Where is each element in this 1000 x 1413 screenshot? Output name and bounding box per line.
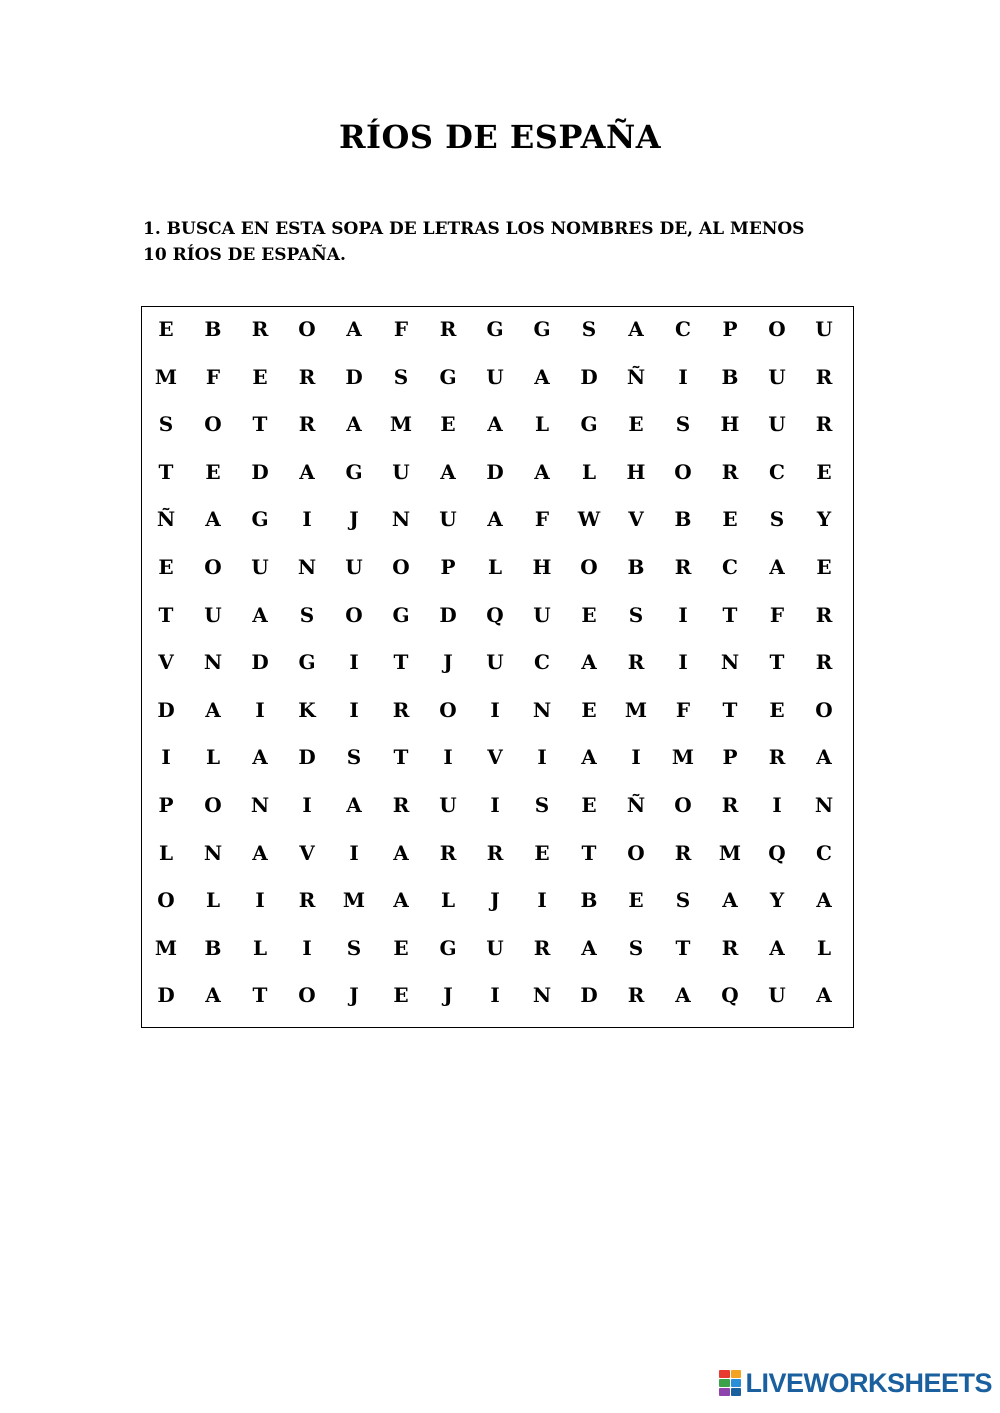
grid-cell[interactable]: R [721,793,739,817]
grid-cell[interactable]: D [486,459,504,484]
grid-cell[interactable]: U [204,602,222,627]
grid-cell[interactable]: T [769,650,785,675]
grid-cell[interactable]: I [772,793,782,817]
grid-cell[interactable]: N [532,983,552,1008]
grid-cell[interactable]: P [722,745,738,770]
grid-cell[interactable]: L [816,935,832,960]
grid-cell[interactable]: A [299,459,315,484]
grid-cell[interactable]: P [722,317,738,341]
grid-cell[interactable]: O [204,555,222,579]
instruction-line-2: 10 RÍOS DE ESPAÑA. [143,245,346,265]
grid-cell[interactable]: A [816,745,832,770]
grid-cell[interactable]: L [487,555,503,579]
grid-cell[interactable]: Q [768,840,786,865]
grid-cell[interactable]: G [439,935,457,960]
grid-cell[interactable]: V [299,840,315,865]
logo-square [719,1388,730,1396]
grid-cell[interactable]: A [769,555,785,579]
grid-cell[interactable]: T [393,650,409,675]
grid-cell[interactable]: O [627,840,645,865]
grid-cell[interactable]: Ñ [156,507,176,532]
grid-cell[interactable]: T [581,840,597,865]
grid-cell[interactable]: A [205,697,221,722]
grid-cell[interactable]: O [674,793,692,817]
grid-cell[interactable]: R [627,983,645,1008]
grid-cell[interactable]: E [393,935,409,960]
grid-cell[interactable]: S [393,364,409,389]
grid-cell[interactable]: K [298,697,316,722]
grid-row [142,547,853,587]
grid-cell[interactable]: Y [769,888,785,913]
grid-cell[interactable]: G [392,602,410,627]
page-title: RÍOS DE ESPAÑA [338,118,662,156]
grid-cell[interactable]: M [154,364,178,389]
grid-cell[interactable]: H [720,412,740,437]
grid-cell[interactable]: I [349,697,359,722]
grid-cell[interactable]: R [768,745,786,770]
grid-cell[interactable]: O [815,697,833,722]
grid-cell[interactable]: U [439,793,457,817]
grid-cell[interactable]: O [204,412,222,437]
grid-cell[interactable]: R [627,650,645,675]
grid-cell[interactable]: E [440,412,456,437]
instruction-text [143,216,863,268]
grid-cell[interactable]: E [205,459,221,484]
grid-cell[interactable]: S [299,602,315,627]
grid-cell[interactable]: I [443,745,453,770]
grid-cell[interactable]: R [721,935,739,960]
grid-cell[interactable]: I [678,650,688,675]
grid-cell[interactable]: V [158,650,174,675]
grid-cell[interactable]: R [815,602,833,627]
grid-cell[interactable]: A [252,602,268,627]
grid-cell[interactable]: R [298,888,316,913]
grid-cell[interactable]: O [345,602,363,627]
grid-cell[interactable]: T [158,459,174,484]
grid-cell[interactable]: Ñ [626,364,646,389]
grid-cell[interactable]: L [205,888,221,913]
grid-cell[interactable]: M [671,745,695,770]
logo-square [731,1379,742,1387]
grid-cell[interactable]: V [628,507,644,532]
grid-row [142,595,853,635]
grid-row [142,833,853,873]
grid-cell[interactable]: R [815,364,833,389]
grid-cell[interactable]: C [534,650,550,675]
grid-cell[interactable]: Q [721,983,739,1008]
grid-cell[interactable]: P [158,793,174,817]
grid-cell[interactable]: C [816,840,832,865]
grid-cell[interactable]: O [298,983,316,1008]
grid-cell[interactable]: U [345,555,363,579]
grid-cell[interactable]: F [769,602,785,627]
grid-cell[interactable]: A [205,507,221,532]
grid-cell[interactable]: A [816,983,832,1008]
grid-cell[interactable]: M [389,412,413,437]
grid-cell[interactable]: N [391,507,411,532]
logo-square [731,1388,742,1396]
grid-cell[interactable]: F [205,364,221,389]
grid-cell[interactable]: O [157,888,175,913]
grid-cell[interactable]: D [345,364,363,389]
grid-cell[interactable]: N [814,793,834,817]
grid-cell[interactable]: A [252,745,268,770]
grid-cell[interactable]: I [631,745,641,770]
grid-cell[interactable]: A [628,317,644,341]
grid-cell[interactable]: I [349,650,359,675]
grid-cell[interactable]: T [722,602,738,627]
grid-cell[interactable]: S [158,412,174,437]
grid-cell[interactable]: R [533,935,551,960]
logo-text: LIVEWORKSHEETS [745,1367,992,1398]
grid-cell[interactable]: C [769,459,785,484]
grid-cell[interactable]: R [439,840,457,865]
grid-cell[interactable]: H [532,555,552,579]
grid-cell[interactable]: E [722,507,738,532]
grid-cell[interactable]: S [675,888,691,913]
grid-cell[interactable]: U [392,459,410,484]
grid-cell[interactable]: J [443,983,453,1008]
grid-cell[interactable]: S [675,412,691,437]
grid-cell[interactable]: R [298,412,316,437]
grid-cell[interactable]: R [815,412,833,437]
grid-row [142,928,853,968]
grid-cell[interactable]: M [718,840,742,865]
grid-cell[interactable]: S [769,507,785,532]
grid-cell[interactable]: I [302,935,312,960]
grid-cell[interactable]: D [157,697,175,722]
grid-cell[interactable]: S [581,317,597,341]
grid-cell[interactable]: A [487,412,503,437]
grid-cell[interactable]: S [346,745,362,770]
grid-cell[interactable]: M [342,888,366,913]
grid-cell[interactable]: A [581,650,597,675]
grid-cell[interactable]: U [439,507,457,532]
grid-cell[interactable]: U [768,364,786,389]
grid-cell[interactable]: W [577,507,601,532]
grid-cell[interactable]: R [251,317,269,341]
grid-cell[interactable]: A [675,983,691,1008]
grid-cell[interactable]: Q [486,602,504,627]
grid-cell[interactable]: G [439,364,457,389]
grid-cell[interactable]: I [537,745,547,770]
grid-cell[interactable]: D [580,364,598,389]
grid-cell[interactable]: P [440,555,456,579]
grid-cell[interactable]: E [816,459,832,484]
grid-cell[interactable]: U [251,555,269,579]
grid-cell[interactable]: I [255,888,265,913]
grid-cell[interactable]: Y [816,507,832,532]
grid-cell[interactable]: A [487,507,503,532]
grid-cell[interactable]: E [534,840,550,865]
grid-row [142,737,853,777]
logo-square [719,1370,730,1378]
grid-cell[interactable]: D [439,602,457,627]
grid-cell[interactable]: I [490,983,500,1008]
grid-row [142,357,853,397]
grid-cell[interactable]: J [443,650,453,675]
grid-cell[interactable]: V [487,745,503,770]
grid-cell[interactable]: U [486,364,504,389]
grid-cell[interactable]: T [158,602,174,627]
grid-cell[interactable]: D [298,745,316,770]
grid-cell[interactable]: G [345,459,363,484]
grid-cell[interactable]: U [486,650,504,675]
grid-cell[interactable]: B [204,935,222,960]
grid-cell[interactable]: O [768,317,786,341]
grid-cell[interactable]: D [251,650,269,675]
grid-cell[interactable]: N [250,793,270,817]
grid-cell[interactable]: A [581,935,597,960]
grid-cell[interactable]: N [203,840,223,865]
grid-cell[interactable]: U [533,602,551,627]
grid-cell[interactable]: A [346,793,362,817]
grid-cell[interactable]: E [628,412,644,437]
grid-cell[interactable]: R [674,555,692,579]
grid-cell[interactable]: I [255,697,265,722]
grid-cell[interactable]: R [674,840,692,865]
grid-cell[interactable]: G [486,317,504,341]
grid-cell[interactable]: A [816,888,832,913]
grid-cell[interactable]: I [678,364,688,389]
grid-cell[interactable]: R [439,317,457,341]
grid-cell[interactable]: Ñ [626,793,646,817]
grid-row [142,690,853,730]
grid-cell[interactable]: L [440,888,456,913]
grid-cell[interactable]: I [302,507,312,532]
grid-cell[interactable]: L [581,459,597,484]
logo-square [731,1370,742,1378]
grid-cell[interactable]: S [628,935,644,960]
grid-cell[interactable]: A [534,459,550,484]
grid-cell[interactable]: I [537,888,547,913]
grid-cell[interactable]: B [674,507,692,532]
grid-cell[interactable]: A [252,840,268,865]
grid-cell[interactable]: L [158,840,174,865]
instruction-line-1: 1. BUSCA EN ESTA SOPA DE LETRAS LOS NOMBRES DE, AL MENOS [143,219,805,239]
grid-cell[interactable]: T [252,983,268,1008]
grid-cell[interactable]: U [768,412,786,437]
word-search-grid [141,306,854,1028]
grid-cell[interactable]: S [534,793,550,817]
grid-cell[interactable]: I [490,793,500,817]
grid-cell[interactable]: E [581,697,597,722]
grid-cell[interactable]: T [393,745,409,770]
grid-cell[interactable]: E [158,555,174,579]
grid-cell[interactable]: B [580,888,598,913]
grid-cell[interactable]: R [392,793,410,817]
grid-cell[interactable]: G [580,412,598,437]
grid-row [142,642,853,682]
grid-cell[interactable]: I [161,745,171,770]
grid-cell[interactable]: N [532,697,552,722]
grid-row [142,785,853,825]
logo-square [719,1379,730,1387]
grid-row [142,499,853,539]
grid-cell[interactable]: F [393,317,409,341]
grid-cell[interactable]: B [721,364,739,389]
grid-cell[interactable]: S [346,935,362,960]
grid-cell[interactable]: S [628,602,644,627]
grid-cell[interactable]: G [533,317,551,341]
grid-cell[interactable]: A [534,364,550,389]
grid-cell[interactable]: D [251,459,269,484]
grid-cell[interactable]: J [490,888,500,913]
grid-row [142,452,853,492]
grid-cell[interactable]: E [158,317,174,341]
grid-cell[interactable]: L [205,745,221,770]
grid-cell[interactable]: R [486,840,504,865]
grid-cell[interactable]: R [815,650,833,675]
grid-cell[interactable]: E [769,697,785,722]
grid-cell[interactable]: F [534,507,550,532]
grid-cell[interactable]: G [251,507,269,532]
grid-cell[interactable]: T [675,935,691,960]
grid-cell[interactable]: E [581,793,597,817]
grid-cell[interactable]: E [581,602,597,627]
grid-cell[interactable]: M [154,935,178,960]
grid-cell[interactable]: O [580,555,598,579]
grid-cell[interactable]: O [392,555,410,579]
grid-cell[interactable]: E [393,983,409,1008]
grid-row [142,975,853,1015]
grid-cell[interactable]: C [675,317,691,341]
grid-row [142,880,853,920]
grid-cell[interactable]: G [298,650,316,675]
grid-cell[interactable]: D [157,983,175,1008]
grid-cell[interactable]: U [815,317,833,341]
grid-cell[interactable]: J [349,983,359,1008]
grid-cell[interactable]: A [346,412,362,437]
grid-cell[interactable]: A [722,888,738,913]
grid-cell[interactable]: T [252,412,268,437]
grid-cell[interactable]: N [720,650,740,675]
grid-cell[interactable]: H [626,459,646,484]
grid-cell[interactable]: N [297,555,317,579]
grid-cell[interactable]: B [627,555,645,579]
grid-cell[interactable]: E [252,364,268,389]
grid-cell[interactable]: L [534,412,550,437]
grid-cell[interactable]: O [204,793,222,817]
grid-cell[interactable]: I [490,697,500,722]
grid-cell[interactable]: O [674,459,692,484]
grid-cell[interactable]: U [486,935,504,960]
grid-cell[interactable]: B [204,317,222,341]
liveworksheets-logo [719,1365,992,1401]
grid-cell[interactable]: A [581,745,597,770]
grid-cell[interactable]: R [298,364,316,389]
grid-row [142,404,853,444]
grid-cell[interactable]: O [439,697,457,722]
grid-cell[interactable]: A [393,888,409,913]
grid-cell[interactable]: D [580,983,598,1008]
grid-cell[interactable]: E [816,555,832,579]
grid-cell[interactable]: I [349,840,359,865]
grid-cell[interactable]: I [302,793,312,817]
grid-cell[interactable]: F [675,697,691,722]
grid-cell[interactable]: A [393,840,409,865]
grid-cell[interactable]: A [440,459,456,484]
grid-cell[interactable]: A [205,983,221,1008]
grid-row [142,309,853,349]
grid-cell[interactable]: I [678,602,688,627]
liveworksheets-logo-icon [719,1370,741,1396]
grid-cell[interactable]: C [722,555,738,579]
grid-cell[interactable]: L [252,935,268,960]
grid-cell[interactable]: M [624,697,648,722]
grid-cell[interactable]: N [203,650,223,675]
grid-cell[interactable]: O [298,317,316,341]
grid-cell[interactable]: A [769,935,785,960]
grid-cell[interactable]: A [346,317,362,341]
grid-cell[interactable]: E [628,888,644,913]
grid-cell[interactable]: R [392,697,410,722]
grid-cell[interactable]: J [349,507,359,532]
grid-cell[interactable]: U [768,983,786,1008]
grid-cell[interactable]: T [722,697,738,722]
grid-cell[interactable]: R [721,459,739,484]
